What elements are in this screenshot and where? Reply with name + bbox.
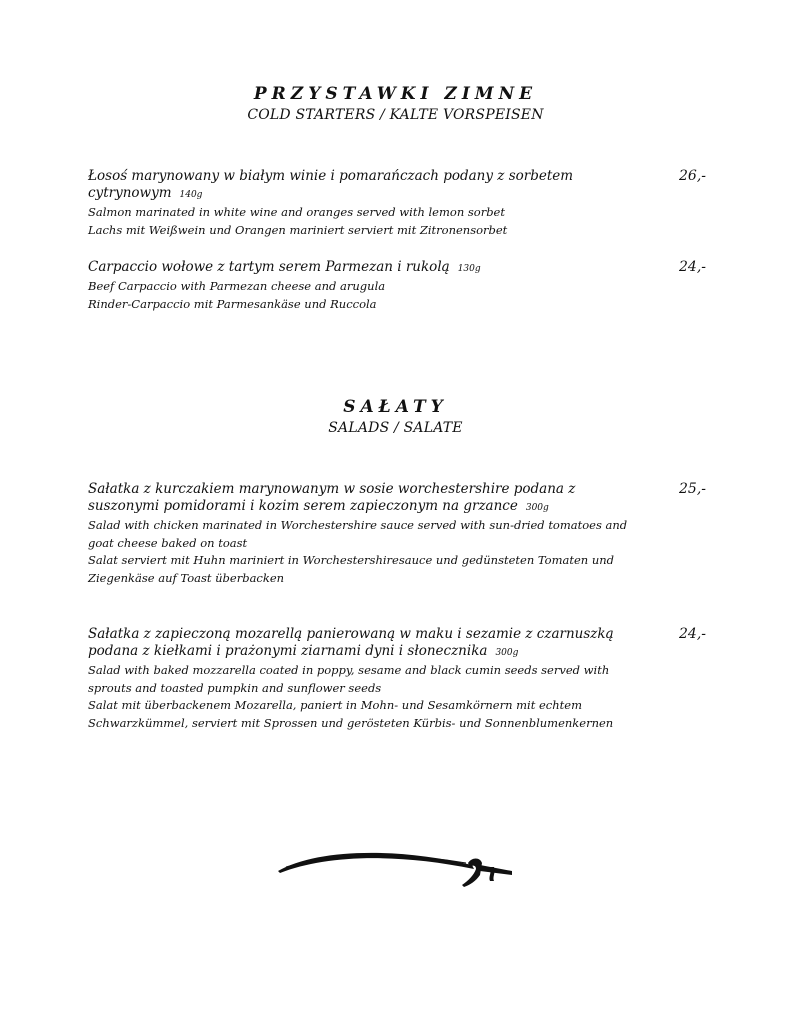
dish-name-de: Lachs mit Weißwein und Orangen mariniert serviert mit Zitronensorbet: [88, 222, 508, 237]
saber-icon: [276, 843, 516, 891]
dish-name-en: Salmon marinated in white wine and oranges served with lemon sorbet: [88, 205, 505, 219]
section-title-cold-starters: PRZYSTAWKI ZIMNE: [253, 84, 538, 104]
dish-name-pl: [88, 481, 618, 517]
menu-item-salmon: [88, 168, 708, 239]
section-title-salads: SAŁATY: [343, 397, 448, 417]
dish-name-pl: [88, 259, 618, 278]
menu-item-mozzarella-salad: [88, 626, 708, 732]
dish-name-en: Salad with baked mozzarella coated in poppy, sesame and black cumin seeds served with sprouts and toasted pumpkin and sunflower seeds: [88, 663, 610, 695]
dish-name-pl-text: Sałatka z kurczakiem marynowanym w sosie worchestershire podana z suszonymi pomidorami i kozim serem zapieczonym na grzance: [88, 481, 576, 514]
menu-item-beef-carpaccio: [88, 259, 708, 313]
dish-name-pl-text: Carpaccio wołowe z tartym serem Parmezan i rukolą: [88, 259, 450, 275]
dish-name-pl-text: Sałatka z zapieczoną mozarellą panierowaną w maku i sezamie z czarnuszką podana z kiełkami i prażonymi ziarnami dyni i słonecznika: [88, 626, 614, 659]
dish-name-de: Rinder-Carpaccio mit Parmesankäse und Ruccola: [88, 296, 377, 311]
dish-weight: 140g: [179, 190, 203, 200]
section-subtitle-cold-starters: COLD STARTERS / KALTE VORSPEISEN: [247, 107, 544, 123]
dish-weight: 300g: [525, 503, 549, 513]
dish-name-pl: [88, 168, 618, 204]
dish-weight: 130g: [457, 264, 481, 274]
dish-price: 24,-: [679, 626, 706, 642]
dish-price: 25,-: [679, 481, 706, 497]
dish-name-de: Salat serviert mit Huhn mariniert in Worchestershiresauce und gedünsteten Tomaten und Ziegenkäse auf Toast überbacken: [88, 553, 615, 585]
dish-name-en: Beef Carpaccio with Parmezan cheese and arugula: [88, 279, 386, 293]
dish-name-en: Salad with chicken marinated in Worchestershire sauce served with sun-dried tomatoes and goat cheese baked on toast: [88, 518, 628, 550]
section-subtitle-salads: SALADS / SALATE: [328, 420, 463, 436]
dish-price: 24,-: [679, 259, 706, 275]
dish-weight: 300g: [495, 648, 519, 658]
menu-item-chicken-salad: [88, 481, 708, 587]
dish-name-de: Salat mit überbackenem Mozarella, paniert in Mohn- und Sesamkörnern mit echtem Schwarzkümmel, serviert mit Sprossen und gerösteten Kürbis- und Sonnenblumenkernen: [88, 698, 614, 730]
dish-name-pl: [88, 626, 618, 662]
dish-price: 26,-: [679, 168, 706, 184]
dish-name-pl-text: Łosoś marynowany w białym winie i pomarańczach podany z sorbetem cytrynowym: [88, 168, 574, 201]
